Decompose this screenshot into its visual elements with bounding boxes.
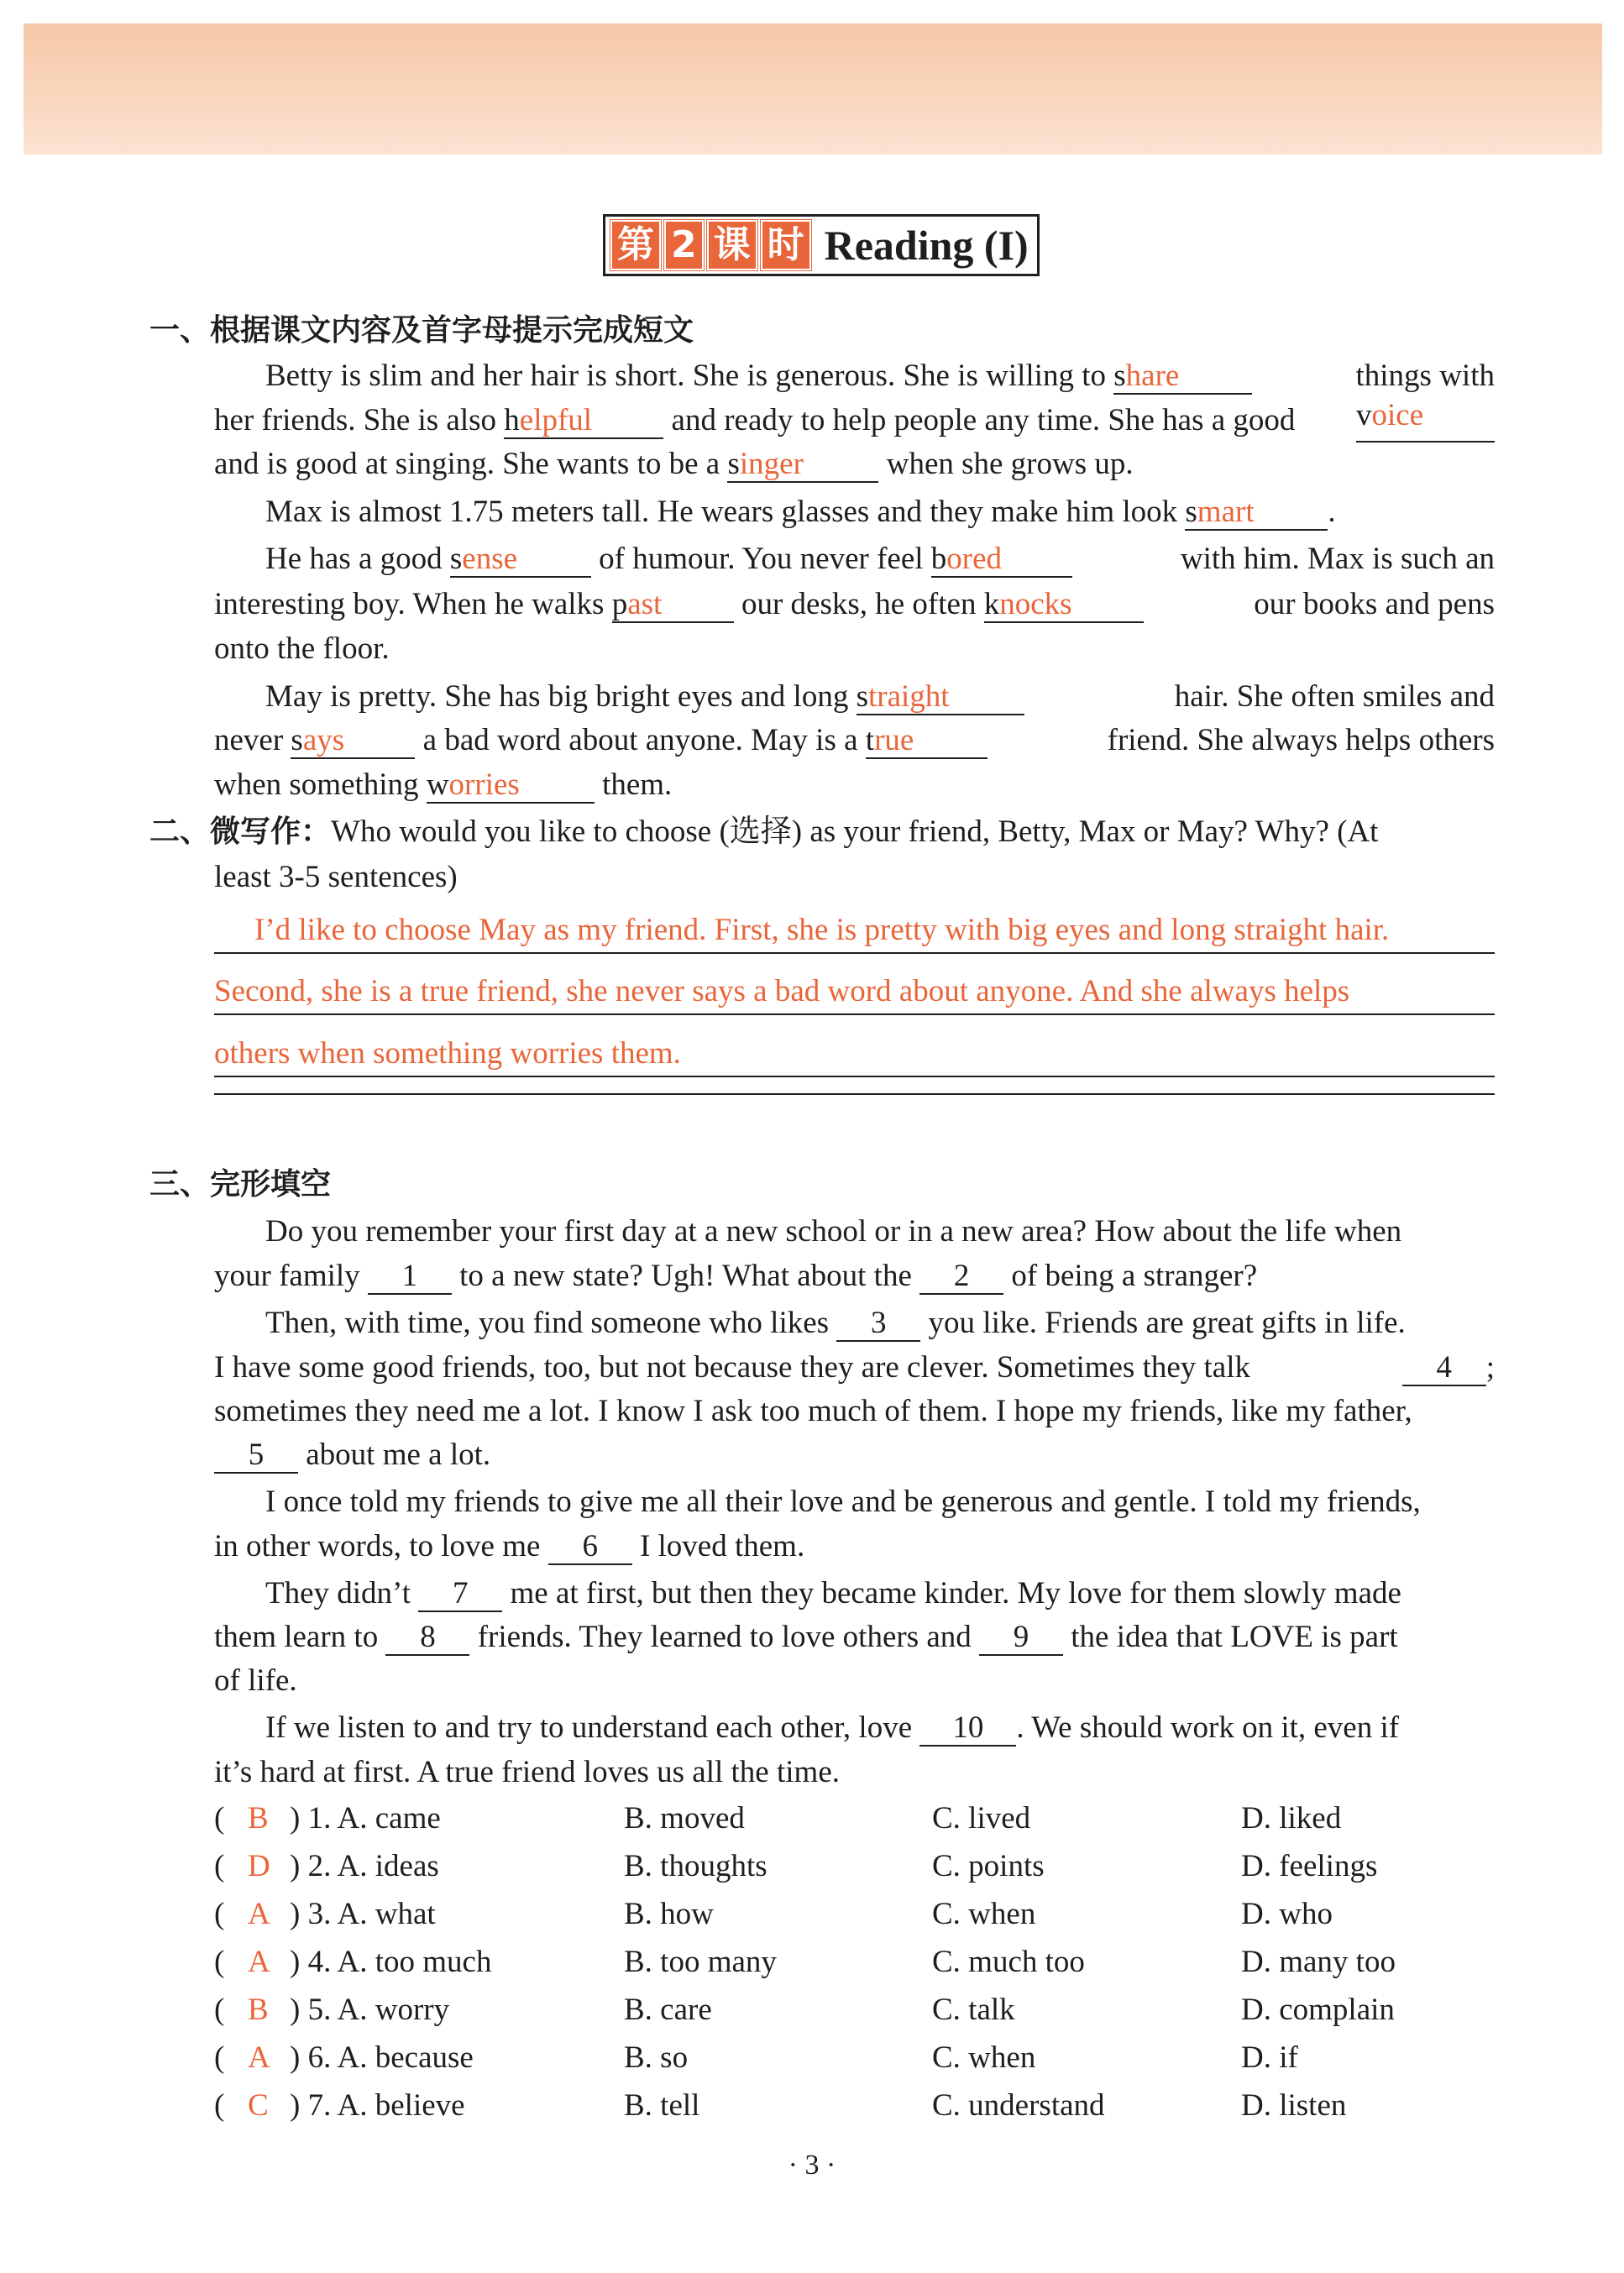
cloze-p1-line2: your family 1 to a new state? Ugh! What about the 2 of being a stranger? — [214, 1259, 1258, 1293]
cloze-p1-line1: Do you remember your first day at a new school or in a new area? How about the life when — [265, 1214, 1402, 1249]
title-text: Reading (I) — [824, 222, 1029, 269]
option-d[interactable]: D. liked — [1241, 1801, 1342, 1836]
option-d[interactable]: D. many too — [1241, 1945, 1396, 1979]
p2-line3: interesting boy. When he walks past our desks, he often knocks our books and pens — [214, 587, 1495, 621]
option-b[interactable]: B. how — [624, 1897, 714, 1931]
answer-mark: A — [248, 1897, 270, 1931]
page-number: · 3 · — [788, 2150, 836, 2181]
writing-line-1[interactable]: I’d like to choose May as my friend. First, she is pretty with big eyes and long straight hair. — [214, 909, 1495, 954]
p2-line2: He has a good sense of humour. You never feel bored with him. Max is such an — [265, 542, 1495, 576]
cloze-p2-line3: sometimes they need me a lot. I know I ask too much of them. I hope my friends, like my father, — [214, 1394, 1412, 1428]
section3-heading: 三、完形填空 — [149, 1167, 332, 1202]
cloze-blank-7[interactable]: 7 — [418, 1577, 502, 1612]
p2-line4: onto the floor. — [214, 631, 390, 666]
blank-true[interactable]: true — [866, 724, 987, 759]
option-b[interactable]: B. care — [624, 1993, 712, 2027]
answer-mark: A — [248, 2040, 270, 2075]
option-b[interactable]: B. thoughts — [624, 1849, 767, 1883]
option-c[interactable]: C. talk — [932, 1993, 1015, 2027]
blank-worries[interactable]: worries — [427, 768, 595, 804]
answer-mark: A — [248, 1945, 270, 1979]
title-box-3: 课 — [707, 220, 757, 270]
option-d[interactable]: D. listen — [1241, 2088, 1347, 2123]
answer-mark: C — [248, 2088, 269, 2123]
option-b[interactable]: B. tell — [624, 2088, 700, 2123]
cloze-blank-10[interactable]: 10 — [919, 1711, 1016, 1747]
blank-sense[interactable]: sense — [450, 542, 591, 578]
option-d[interactable]: D. if — [1241, 2040, 1298, 2075]
title-box-4: 时 — [761, 220, 811, 270]
option-d[interactable]: D. feelings — [1241, 1849, 1378, 1883]
writing-line-3[interactable]: others when something worries them. — [214, 1032, 1495, 1077]
cloze-blank-1[interactable]: 1 — [368, 1260, 452, 1295]
blank-share[interactable]: share — [1113, 359, 1252, 395]
option-b[interactable]: B. moved — [624, 1801, 745, 1836]
option-c[interactable]: C. lived — [932, 1801, 1031, 1836]
p3-line3: when something worries them. — [214, 767, 673, 802]
option-d[interactable]: D. who — [1241, 1897, 1333, 1931]
option-c[interactable]: C. much too — [932, 1945, 1085, 1979]
title-box-1: 第 — [610, 220, 661, 270]
answer-mark: B — [248, 1993, 269, 2027]
p2-line1: Max is almost 1.75 meters tall. He wears glasses and they make him look smart . — [265, 495, 1336, 529]
section2-heading: 二、微写作：Who would you like to choose (选择) as your friend, Betty, Max or May? Why? (At — [149, 814, 1379, 849]
cloze-blank-5[interactable]: 5 — [214, 1438, 298, 1474]
p1-line1: Betty is slim and her hair is short. She is generous. She is willing to share things with — [265, 359, 1495, 393]
cloze-p4-line3: of life. — [214, 1663, 297, 1698]
cloze-p2-line1: Then, with time, you find someone who likes 3 you like. Friends are great gifts in life. — [265, 1306, 1406, 1340]
blank-smart[interactable]: smart — [1185, 495, 1328, 531]
blank-knocks[interactable]: knocks — [984, 588, 1144, 623]
cloze-blank-8[interactable]: 8 — [385, 1621, 469, 1656]
section2-question-line1: Who would you like to choose (选择) as your friend, Betty, Max or May? Why? (At — [331, 814, 1379, 849]
cloze-p4-line2: them learn to 8 friends. They learned to love others and 9 the idea that LOVE is part — [214, 1620, 1398, 1654]
lesson-title — [603, 214, 1040, 276]
cloze-p3-line1: I once told my friends to give me all their love and be generous and gentle. I told my friends, — [265, 1485, 1421, 1519]
blank-voice[interactable]: voice — [1356, 399, 1495, 443]
option-c[interactable]: C. understand — [932, 2088, 1105, 2123]
cloze-p2-line4: 5 about me a lot. — [214, 1433, 1495, 1477]
cloze-p4-line1: They didn’t 7 me at first, but then they became kinder. My love for them slowly made — [265, 1576, 1401, 1610]
cloze-blank-2[interactable]: 2 — [919, 1260, 1003, 1295]
option-d[interactable]: D. complain — [1241, 1993, 1395, 2027]
blank-past[interactable]: past — [612, 588, 734, 623]
cloze-p2-line2: I have some good friends, too, but not because they are clever. Sometimes they talk 4 ; — [214, 1350, 1495, 1385]
option-b[interactable]: B. so — [624, 2040, 689, 2075]
answer-mark: B — [248, 1801, 269, 1836]
cloze-p5-line1: If we listen to and try to understand each other, love 10 . We should work on it, even if — [265, 1710, 1400, 1745]
writing-line-4[interactable] — [214, 1093, 1495, 1095]
p1-line3: and is good at singing. She wants to be a singer when she grows up. — [214, 447, 1134, 481]
writing-line-2[interactable]: Second, she is a true friend, she never says a bad word about anyone. And she always helps — [214, 970, 1495, 1015]
option-c[interactable]: C. when — [932, 2040, 1036, 2075]
cloze-blank-4[interactable]: 4 — [1402, 1351, 1486, 1386]
p3-line2: never says a bad word about anyone. May is a true friend. She always helps others — [214, 723, 1495, 757]
blank-singer[interactable]: singer — [727, 448, 878, 483]
cloze-p5-line2: it’s hard at first. A true friend loves us all the time. — [214, 1755, 840, 1789]
option-c[interactable]: C. points — [932, 1849, 1045, 1883]
cloze-p3-line2: in other words, to love me 6 I loved them. — [214, 1529, 805, 1563]
option-c[interactable]: C. when — [932, 1897, 1036, 1931]
p3-line1: May is pretty. She has big bright eyes and long straight hair. She often smiles and — [265, 679, 1495, 714]
cloze-blank-9[interactable]: 9 — [979, 1621, 1063, 1656]
answer-mark: D — [248, 1849, 270, 1883]
option-b[interactable]: B. too many — [624, 1945, 777, 1979]
p1-line2: her friends. She is also helpful and ready to help people any time. She has a good voice — [214, 399, 1495, 443]
blank-helpful[interactable]: helpful — [504, 404, 663, 439]
section2-question-line2: least 3-5 sentences) — [214, 860, 458, 894]
title-box-2: 2 — [664, 220, 704, 270]
cloze-blank-6[interactable]: 6 — [548, 1530, 632, 1565]
header-band — [24, 24, 1602, 155]
blank-bored[interactable]: bored — [931, 542, 1072, 578]
blank-says[interactable]: says — [291, 724, 415, 759]
blank-straight[interactable]: straight — [857, 680, 1024, 715]
section1-heading: 一、根据课文内容及首字母提示完成短文 — [149, 313, 694, 348]
cloze-blank-3[interactable]: 3 — [836, 1307, 920, 1342]
